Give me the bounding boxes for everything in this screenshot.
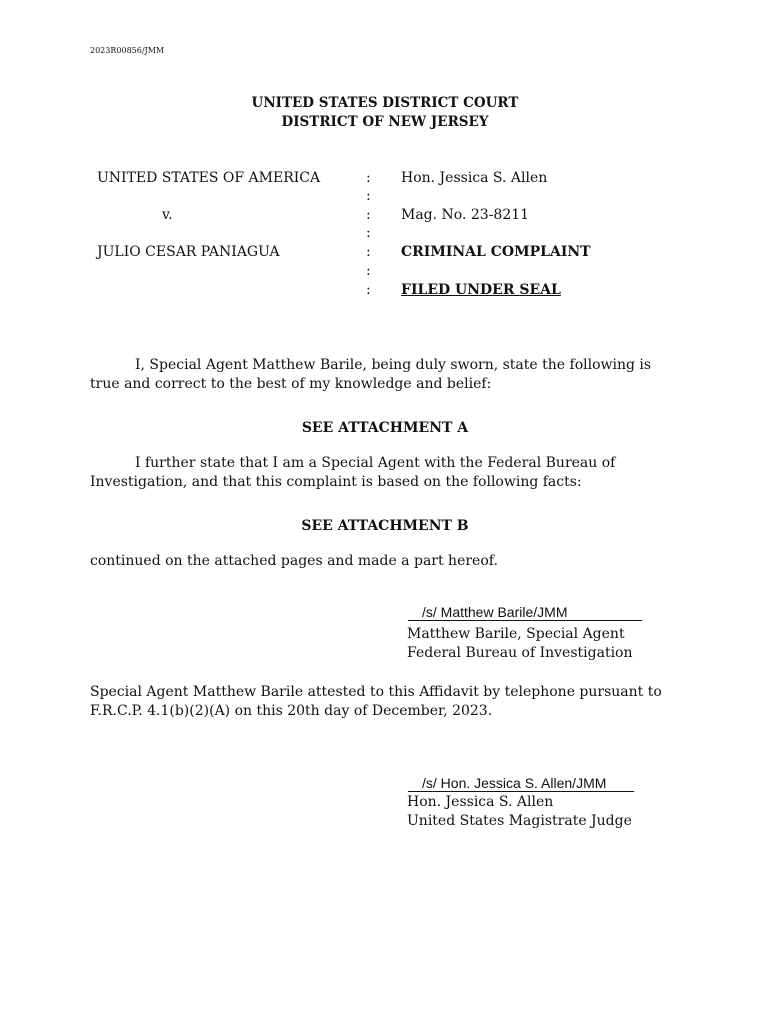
caption-judge: Hon. Jessica S. Allen [401, 170, 548, 186]
caption-separator: : [366, 282, 371, 298]
caption-separator: : [366, 207, 371, 223]
sworn-statement-paragraph: I, Special Agent Matthew Barile, being duly sworn, state the following is true and correct to the best of my knowledge and belief: [90, 357, 652, 392]
agent-agency: Federal Bureau of Investigation [407, 645, 633, 661]
caption-defendant: JULIO CESAR PANIAGUA [97, 244, 280, 260]
caption-separator: : [366, 170, 371, 186]
caption-mag-number: Mag. No. 23-8211 [401, 207, 530, 223]
judge-name: Hon. Jessica S. Allen [407, 794, 554, 810]
case-reference-number: 2023R00856/JMM [90, 46, 165, 55]
attachment-a-heading: SEE ATTACHMENT A [301, 420, 469, 436]
judge-title: United States Magistrate Judge [407, 813, 632, 829]
caption-seal-status: FILED UNDER SEAL [401, 282, 561, 298]
agent-name: Matthew Barile, Special Agent [407, 626, 625, 642]
court-name: UNITED STATES DISTRICT COURT [251, 95, 519, 111]
caption-plaintiff: UNITED STATES OF AMERICA [97, 170, 321, 186]
caption-separator: : [366, 244, 371, 260]
court-district: DISTRICT OF NEW JERSEY [281, 114, 489, 130]
caption-versus: v. [162, 207, 173, 223]
continuation-paragraph: continued on the attached pages and made a part hereof. [90, 553, 498, 569]
agent-signature-line: /s/ Matthew Barile/JMM [408, 604, 642, 621]
caption-document-type: CRIMINAL COMPLAINT [401, 244, 591, 260]
judge-signature-line: /s/ Hon. Jessica S. Allen/JMM [408, 775, 634, 792]
caption-separator: : [366, 263, 371, 279]
agent-statement-paragraph: I further state that I am a Special Agent with the Federal Bureau of Investigation, and that this complaint is based on the following facts: [90, 455, 616, 490]
caption-separator: : [366, 188, 371, 204]
attachment-b-heading: SEE ATTACHMENT B [301, 518, 469, 534]
caption-separator: : [366, 225, 371, 241]
attestation-paragraph: Special Agent Matthew Barile attested to this Affidavit by telephone pursuant to F.R.C.P. 4.1(b)(2)(A) on this 20th day of December, 2023. [90, 684, 662, 719]
